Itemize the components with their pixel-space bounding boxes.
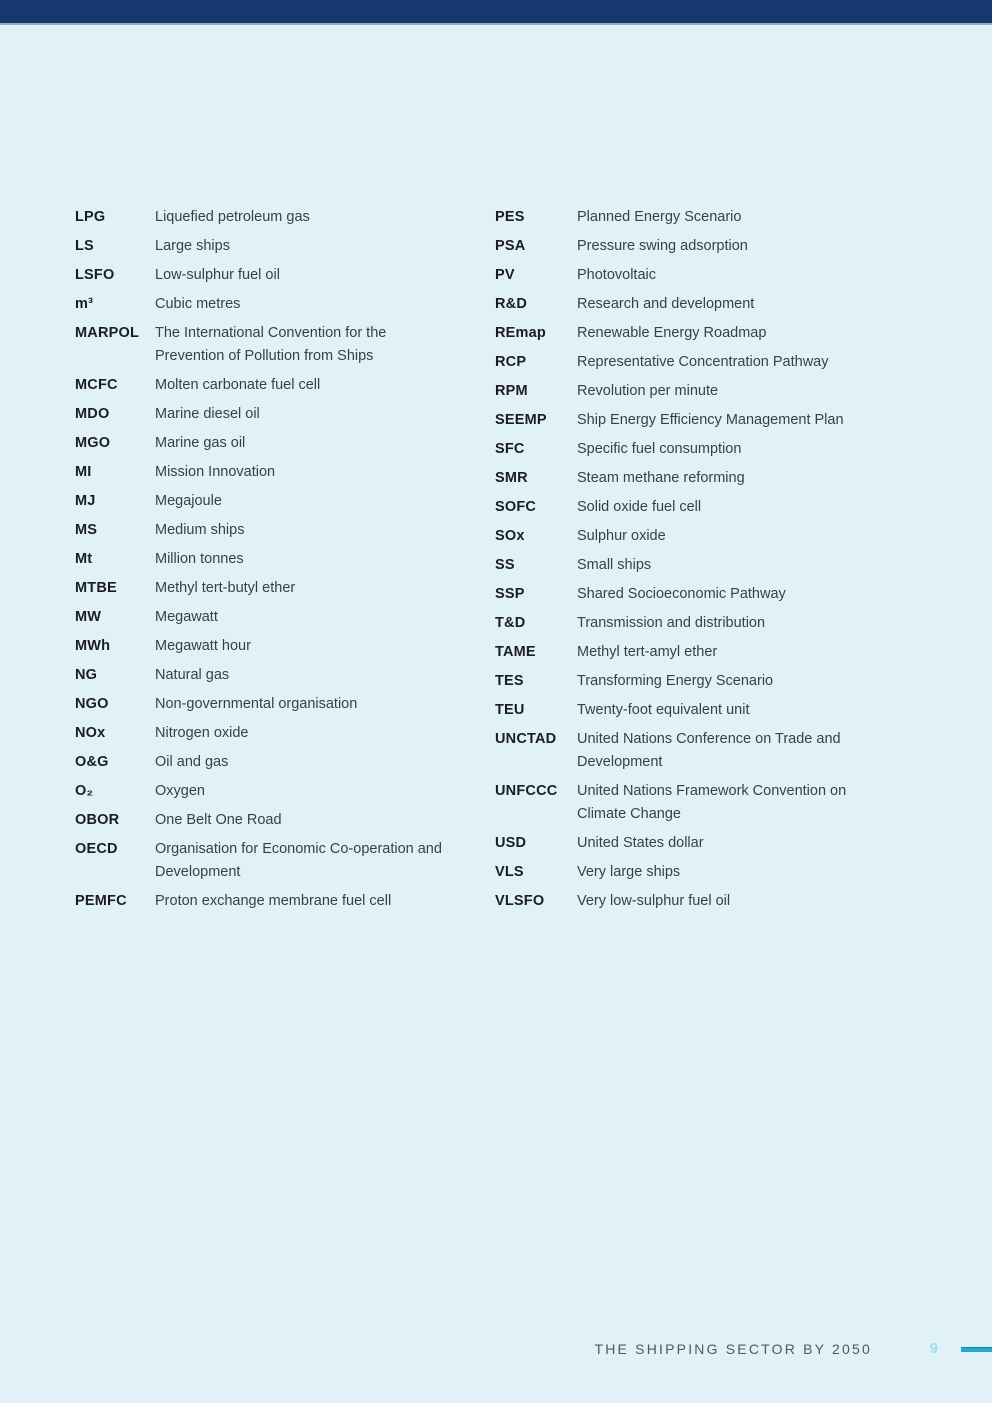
definition: Megajoule bbox=[155, 493, 222, 509]
definition: Methyl tert-amyl ether bbox=[577, 644, 718, 660]
page-number: 9 bbox=[929, 1340, 938, 1357]
definition: Medium ships bbox=[155, 522, 245, 538]
abbreviation: TEU bbox=[495, 702, 525, 718]
abbreviation: T&D bbox=[495, 615, 526, 631]
glossary-entry bbox=[75, 838, 467, 884]
footer-title: THE SHIPPING SECTOR BY 2050 bbox=[594, 1341, 872, 1357]
abbreviation: TAME bbox=[495, 644, 536, 660]
definition: Representative Concentration Pathway bbox=[577, 354, 829, 370]
definition: One Belt One Road bbox=[155, 812, 282, 828]
abbreviation: PES bbox=[495, 209, 525, 225]
abbreviation: MS bbox=[75, 522, 98, 538]
abbreviation: O&G bbox=[75, 754, 109, 770]
glossary-entry bbox=[495, 351, 887, 374]
definition: United States dollar bbox=[577, 835, 704, 851]
abbreviation: R&D bbox=[495, 296, 528, 312]
definition: Nitrogen oxide bbox=[155, 725, 249, 741]
glossary-entry bbox=[495, 438, 887, 461]
definition: Liquefied petroleum gas bbox=[155, 209, 310, 225]
definition: Low-sulphur fuel oil bbox=[155, 267, 280, 283]
abbreviation: RPM bbox=[495, 383, 528, 399]
glossary-entry bbox=[75, 751, 467, 774]
abbreviation: UNCTAD bbox=[495, 731, 557, 747]
definition: Steam methane reforming bbox=[577, 470, 745, 486]
glossary-entry bbox=[495, 641, 887, 664]
glossary-entry bbox=[75, 809, 467, 832]
definition: Very low-sulphur fuel oil bbox=[577, 893, 731, 909]
glossary-entry bbox=[75, 461, 467, 484]
glossary-entry bbox=[75, 322, 467, 368]
definition: Transmission and distribution bbox=[577, 615, 766, 631]
glossary-entry bbox=[75, 577, 467, 600]
glossary-entry bbox=[75, 403, 467, 426]
definition: Oil and gas bbox=[155, 754, 229, 770]
definition: Research and development bbox=[577, 296, 755, 312]
definition: Renewable Energy Roadmap bbox=[577, 325, 767, 341]
abbreviation: NOx bbox=[75, 725, 106, 741]
abbreviation: PEMFC bbox=[75, 893, 127, 909]
glossary-entry bbox=[495, 554, 887, 577]
glossary-entry bbox=[75, 490, 467, 513]
definition: Small ships bbox=[577, 557, 652, 573]
glossary-entry bbox=[75, 548, 467, 571]
glossary-entry bbox=[495, 409, 887, 432]
glossary-entry bbox=[495, 380, 887, 403]
abbreviation: MI bbox=[75, 464, 92, 480]
abbreviation: SSP bbox=[495, 586, 525, 602]
abbreviation: LS bbox=[75, 238, 94, 254]
abbreviation: VLS bbox=[495, 864, 524, 880]
glossary-entry bbox=[75, 432, 467, 455]
glossary-entry bbox=[495, 293, 887, 316]
definition: Natural gas bbox=[155, 667, 230, 683]
definition: Megawatt bbox=[155, 609, 218, 625]
abbreviation: MW bbox=[75, 609, 102, 625]
abbreviation: MARPOL bbox=[75, 325, 140, 341]
abbreviation: SFC bbox=[495, 441, 525, 457]
abbreviation: m³ bbox=[75, 296, 94, 312]
abbreviation: MGO bbox=[75, 435, 111, 451]
definition: Twenty-foot equivalent unit bbox=[577, 702, 750, 718]
glossary-entry bbox=[495, 496, 887, 519]
abbreviation: SOx bbox=[495, 528, 525, 544]
abbreviation: OECD bbox=[75, 841, 118, 857]
glossary-entry bbox=[495, 861, 887, 884]
abbreviation: VLSFO bbox=[495, 893, 545, 909]
definition: Revolution per minute bbox=[577, 383, 719, 399]
glossary-entry bbox=[75, 664, 467, 687]
glossary-entry bbox=[495, 235, 887, 258]
abbreviation: PSA bbox=[495, 238, 526, 254]
abbreviation: SMR bbox=[495, 470, 528, 486]
definition: Ship Energy Efficiency Management Plan bbox=[577, 412, 844, 428]
definition: Oxygen bbox=[155, 783, 205, 799]
abbreviation: NGO bbox=[75, 696, 109, 712]
glossary-entry bbox=[495, 264, 887, 287]
definition: Megawatt hour bbox=[155, 638, 251, 654]
abbreviation: LSFO bbox=[75, 267, 115, 283]
abbreviation: SOFC bbox=[495, 499, 537, 515]
glossary-entry bbox=[495, 583, 887, 606]
abbreviation: MJ bbox=[75, 493, 96, 509]
definition: Very large ships bbox=[577, 864, 681, 880]
abbreviation: REmap bbox=[495, 325, 546, 341]
definition: Transforming Energy Scenario bbox=[577, 673, 774, 689]
glossary-entry bbox=[495, 890, 887, 913]
definition: The International Convention for the Prevention of Pollution from Ships bbox=[155, 325, 387, 364]
glossary-entry bbox=[75, 374, 467, 397]
definition: Marine gas oil bbox=[155, 435, 246, 451]
abbreviation: MCFC bbox=[75, 377, 118, 393]
abbreviation: MDO bbox=[75, 406, 110, 422]
glossary-entry bbox=[495, 322, 887, 345]
glossary-entry bbox=[75, 206, 467, 229]
glossary-column-right bbox=[495, 206, 887, 919]
abbreviation: OBOR bbox=[75, 812, 120, 828]
glossary-entry bbox=[75, 780, 467, 803]
glossary-entry bbox=[75, 264, 467, 287]
definition: Million tonnes bbox=[155, 551, 244, 567]
glossary-entry bbox=[75, 693, 467, 716]
definition: Large ships bbox=[155, 238, 230, 254]
abbreviation: Mt bbox=[75, 551, 93, 567]
abbreviation: MWh bbox=[75, 638, 111, 654]
definition: United Nations Conference on Trade and Development bbox=[577, 731, 841, 770]
definition: Molten carbonate fuel cell bbox=[155, 377, 321, 393]
definition: Sulphur oxide bbox=[577, 528, 666, 544]
definition: Pressure swing adsorption bbox=[577, 238, 748, 254]
definition: Cubic metres bbox=[155, 296, 241, 312]
glossary-entry bbox=[495, 612, 887, 635]
definition: Marine diesel oil bbox=[155, 406, 260, 422]
definition: Shared Socioeconomic Pathway bbox=[577, 586, 786, 602]
definition: Photovoltaic bbox=[577, 267, 656, 283]
abbreviation: SS bbox=[495, 557, 515, 573]
glossary-entry bbox=[75, 519, 467, 542]
abbreviation: USD bbox=[495, 835, 527, 851]
glossary-entry bbox=[495, 525, 887, 548]
footer-rule bbox=[961, 1347, 992, 1352]
glossary-entry bbox=[495, 780, 887, 826]
definition: Organisation for Economic Co-operation and Development bbox=[155, 841, 442, 880]
definition: Non-governmental organisation bbox=[155, 696, 358, 712]
definition: Planned Energy Scenario bbox=[577, 209, 742, 225]
glossary-entry bbox=[75, 293, 467, 316]
abbreviation: TES bbox=[495, 673, 524, 689]
definition: Proton exchange membrane fuel cell bbox=[155, 893, 392, 909]
abbreviation: O₂ bbox=[75, 783, 94, 799]
abbreviation: LPG bbox=[75, 209, 106, 225]
abbreviation: SEEMP bbox=[495, 412, 547, 428]
glossary-entry bbox=[495, 832, 887, 855]
glossary-entry bbox=[75, 722, 467, 745]
definition: Mission Innovation bbox=[155, 464, 276, 480]
definition: Methyl tert-butyl ether bbox=[155, 580, 296, 596]
abbreviation: PV bbox=[495, 267, 515, 283]
glossary-entry bbox=[495, 467, 887, 490]
glossary-entry bbox=[495, 670, 887, 693]
glossary-entry bbox=[75, 635, 467, 658]
glossary-entry bbox=[495, 728, 887, 774]
glossary-entry bbox=[75, 606, 467, 629]
glossary-entry bbox=[75, 235, 467, 258]
glossary-entry bbox=[495, 206, 887, 229]
abbreviation: NG bbox=[75, 667, 98, 683]
definition: United Nations Framework Convention on Climate Change bbox=[577, 783, 847, 822]
glossary-column-left bbox=[75, 206, 467, 919]
glossary-entry bbox=[75, 890, 467, 913]
abbreviation: MTBE bbox=[75, 580, 117, 596]
definition: Solid oxide fuel cell bbox=[577, 499, 702, 515]
glossary-entry bbox=[495, 699, 887, 722]
top-banner bbox=[0, 0, 992, 25]
abbreviation: UNFCCC bbox=[495, 783, 558, 799]
abbreviation: RCP bbox=[495, 354, 527, 370]
definition: Specific fuel consumption bbox=[577, 441, 742, 457]
